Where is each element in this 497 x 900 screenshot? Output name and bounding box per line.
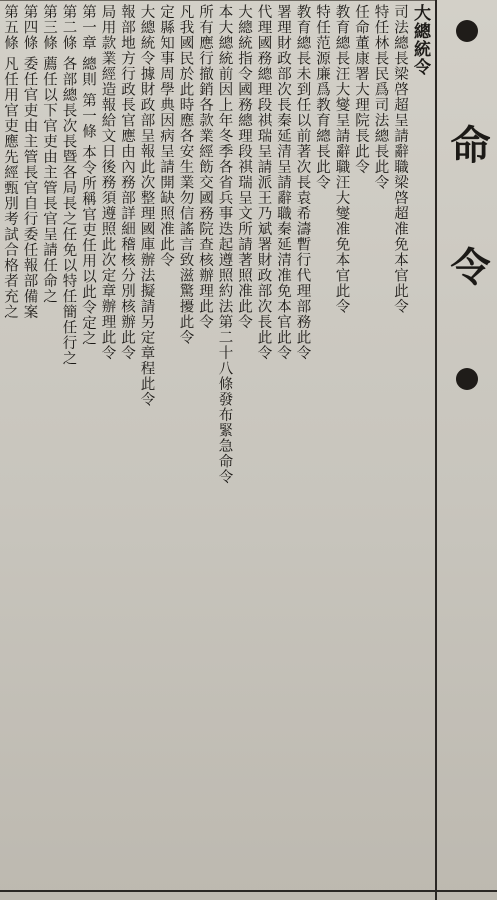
text-column: 所有應行撤銷各款業經飭交國務院查核辦理此令 (197, 4, 213, 330)
section-header-inner (441, 20, 493, 390)
article-body (0, 4, 433, 892)
text-column: 教育總長汪大燮呈請辭職汪大燮准免本官此令 (333, 4, 350, 314)
text-column: 本大總統前因上年冬季各省兵事迭起遵照約法第二十八條發布緊急命令 (216, 4, 233, 485)
text-column: 定縣知事周學典因病呈請開缺照准此令 (158, 4, 174, 268)
text-column: 第三條 薦任以下官吏由主管長官呈請任命之 (41, 4, 57, 305)
text-column: 大總統指令國務總理段祺瑞呈文所請著照准此令 (236, 4, 252, 330)
section-header (435, 0, 497, 900)
header-char-ling: 令 (444, 246, 491, 286)
header-dot-icon (456, 368, 478, 390)
text-column: 第二條 各部總長次長暨各局長之任免以特任簡任行之 (60, 4, 77, 367)
text-column: 署理財政部次長秦延清呈請辭職秦延清准免本官此令 (275, 4, 291, 361)
top-rule (0, 0, 435, 1)
text-column: 凡我國民於此時應各安生業勿信謠言致滋驚擾此令 (177, 4, 194, 345)
text-column: 大總統令據財政部呈報此次整理國庫辦法擬請另定章程此令 (138, 4, 155, 407)
text-column: 第四條 委任官吏由主管長官自行委任報部備案 (21, 4, 38, 320)
text-column: 第五條 凡任用官吏應先經甄別考試合格者充之 (2, 4, 18, 320)
text-column: 局用款業經造報給文日後務須遵照此次定章辦理此令 (99, 4, 116, 361)
text-column: 報部地方行政長官應由內務部詳細稽核分別核辦此令 (119, 4, 135, 361)
text-column: 特任林長民爲司法總長此令 (372, 4, 389, 190)
text-column: 司法總長梁啓超呈請辭職梁啓超准免本官此令 (392, 4, 408, 314)
text-column: 任命董康署大理院長此令 (353, 4, 369, 175)
text-column: 代理國務總理段祺瑞呈請派王乃斌署財政部次長此令 (255, 4, 272, 361)
header-char-ming: 命 (444, 124, 491, 164)
text-column: 第一章 總則 第一條 本令所稱官吏任用以此令定之 (80, 4, 96, 347)
header-dot-icon (456, 20, 478, 42)
bottom-rule (0, 890, 497, 892)
text-column: 教育總長未到任以前著次長袁希濤暫行代理部務此令 (294, 4, 311, 361)
article-title: 大總統令 (410, 4, 430, 76)
text-column: 特任范源廉爲教育總長此令 (314, 4, 330, 190)
